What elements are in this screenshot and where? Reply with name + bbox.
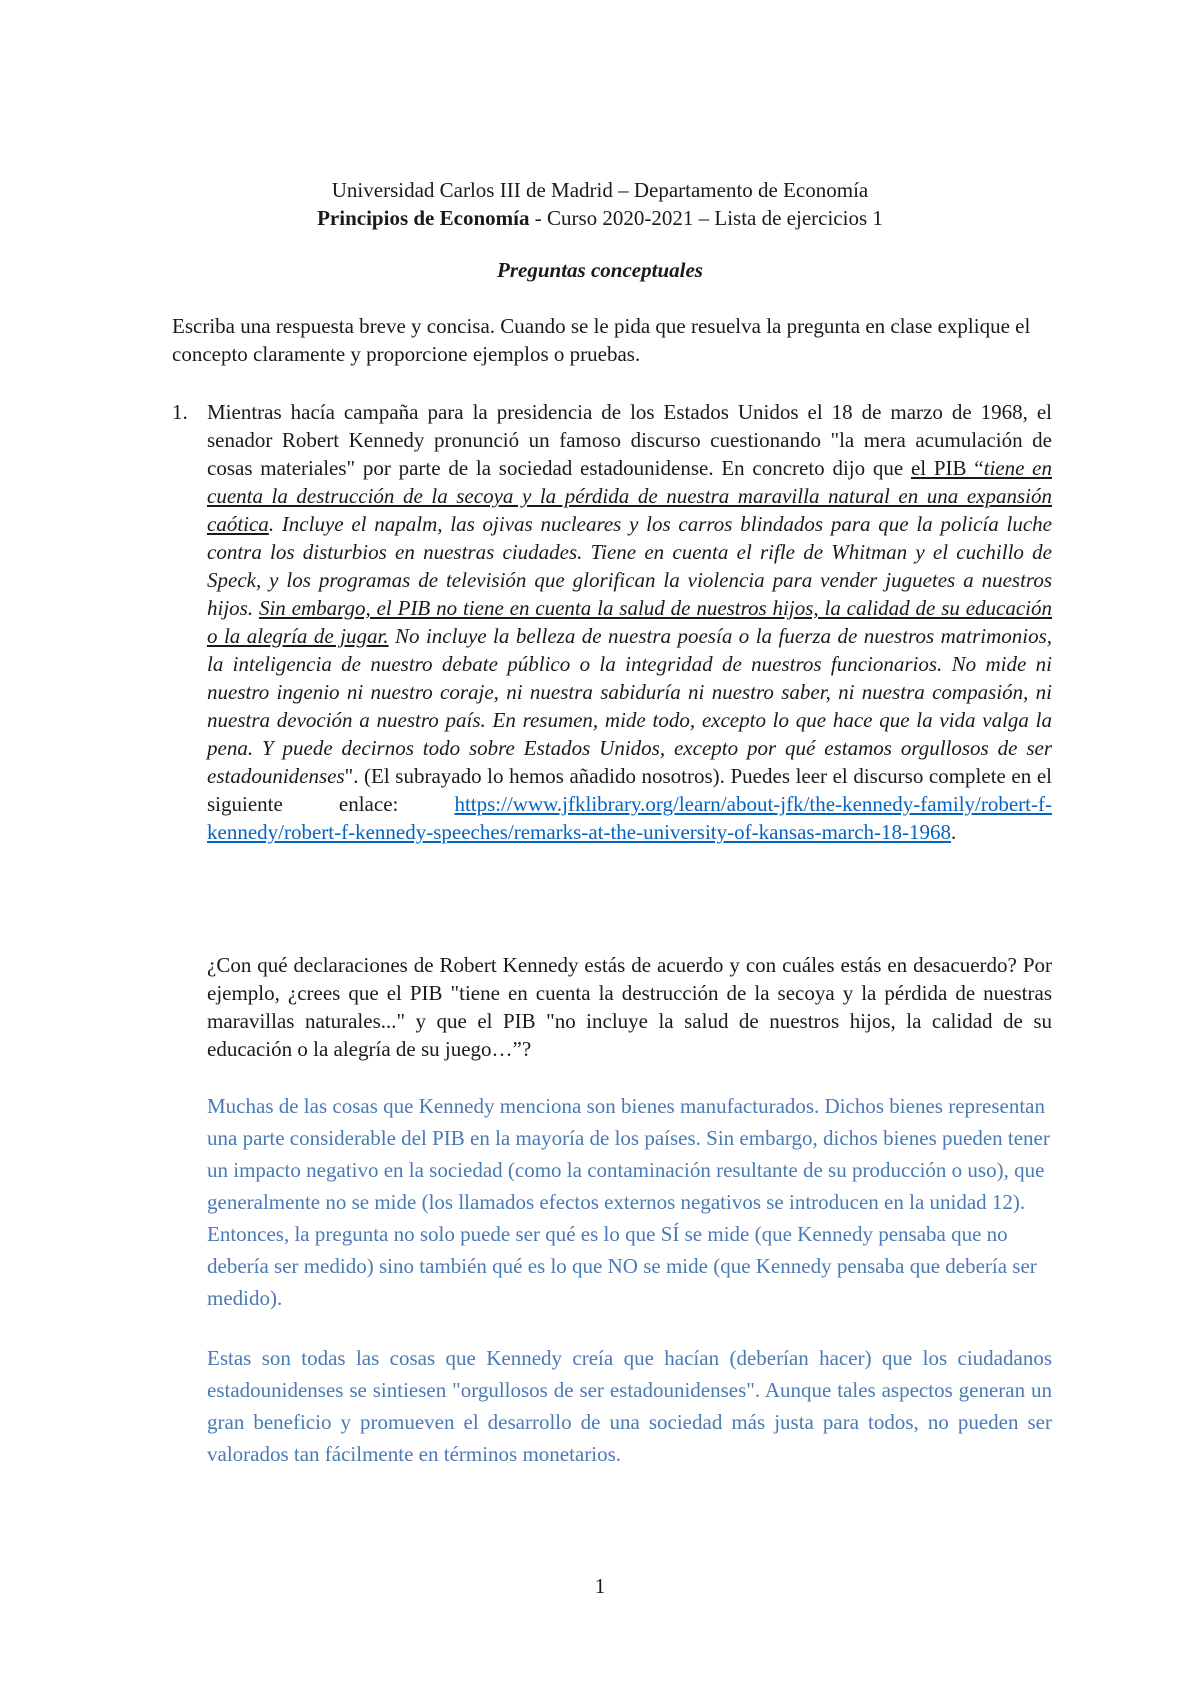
section-title: Preguntas conceptuales xyxy=(497,258,703,282)
question-body xyxy=(207,398,1052,846)
instructions-paragraph: Escriba una respuesta breve y concisa. Cuando se le pida que resuelva la pregunta en clase explique el concepto claramente y proporcione ejemplos o pruebas. xyxy=(172,314,1031,366)
course-details: - Curso 2020-2021 – Lista de ejercicios 1 xyxy=(529,206,883,230)
header-line-university: Universidad Carlos III de Madrid – Departamento de Economía xyxy=(331,178,869,202)
header-line-course xyxy=(0,204,1200,232)
sub-question: ¿Con qué declaraciones de Robert Kennedy estás de acuerdo y con cuáles estás en desacuerdo? Por ejemplo, ¿crees que el PIB "tiene en cuenta la destrucción de la secoya y la pérdida de nuestras maravillas naturales..." y que el PIB "no incluye la salud de nuestros hijos, la calidad de su educación o la alegría de su juego…”? xyxy=(207,953,1052,1061)
answer-paragraph-2: Estas son todas las cosas que Kennedy creía que hacían (deberían hacer) que los ciudadanos estadounidenses se sintiesen "orgullosos de ser estadounidenses". Aunque tales aspectos generan un gran beneficio y promueven el desarrollo de una sociedad más justa para todos, no pueden ser valorados tan fácilmente en términos monetarios. xyxy=(207,1346,1052,1466)
underlined-quote-italic-1: tiene en cuenta la destrucción de la secoya y la pérdida de nuestra maravilla natural en una expansión caótica xyxy=(207,456,1052,536)
question-number: 1. xyxy=(172,400,188,424)
page-number: 1 xyxy=(594,1574,606,1598)
course-title: Principios de Economía xyxy=(317,206,530,230)
underlined-quote-start: el PIB “ xyxy=(910,456,984,480)
answer-paragraph-1: Muchas de las cosas que Kennedy menciona son bienes manufacturados. Dichos bienes representan una parte considerable del PIB en la mayoría de los países. Sin embargo, dichos bienes pueden tener un impacto negativo en la sociedad (como la contaminación resultante de su producción o uso), que generalmente no se mide (los llamados efectos externos negativos se introducen en la unidad 12). Entonces, la pregunta no solo puede ser qué es lo que SÍ se mide (que Kennedy pensaba que no debería ser medido) sino también qué es lo que NO se mide (que Kennedy pensaba que debería ser medido). xyxy=(207,1094,1050,1310)
question-text-note: ". (El subrayado lo hemos añadido nosotros). Puedes leer el discurso complete en el siguiente enlace: xyxy=(207,764,1052,816)
italic-quote-2: No incluye la belleza de nuestra poesía o la fuerza de nuestros matrimonios, la inteligencia de nuestro debate público o la integridad de nuestros funcionarios. No mide ni nuestro ingenio ni nuestro coraje, ni nuestra sabiduría ni nuestro saber, ni nuestra compasión, ni nuestra devoción a nuestro país. En resumen, mide todo, excepto lo que hace que la vida valga la pena. Y puede decirnos todo sobre Estados Unidos, excepto por qué estamos orgullosos de ser estadounidenses xyxy=(207,624,1052,788)
question-text-intro: Mientras hacía campaña para la presidencia de los Estados Unidos el 18 de marzo de 1968, el senador Robert Kennedy pronunció un famoso discurso cuestionando "la mera acumulación de cosas materiales" por parte de la sociedad estadounidense. En concreto dijo que xyxy=(207,400,1052,480)
italic-quote-1: . Incluye el napalm, las ojivas nucleares y los carros blindados para que la policía luche contra los disturbios en nuestras ciudades. Tiene en cuenta el rifle de Whitman y el cuchillo de Speck, y los programas de televisión que glorifican la violencia para vender juguetes a nuestros hijos. xyxy=(207,512,1052,620)
underlined-quote-italic-2: Sin embargo, el PIB no tiene en cuenta la salud de nuestros hijos, la calidad de su educación o la alegría de jugar. xyxy=(207,596,1053,648)
speech-link[interactable]: https://www.jfklibrary.org/learn/about-jfk/the-kennedy-family/robert-f-kennedy/robert-f-kennedy-speeches/remarks-at-the-university-of-kansas-march-18-1968 xyxy=(207,792,1052,844)
document-header xyxy=(0,176,1200,232)
question-text-end: . xyxy=(951,820,957,844)
